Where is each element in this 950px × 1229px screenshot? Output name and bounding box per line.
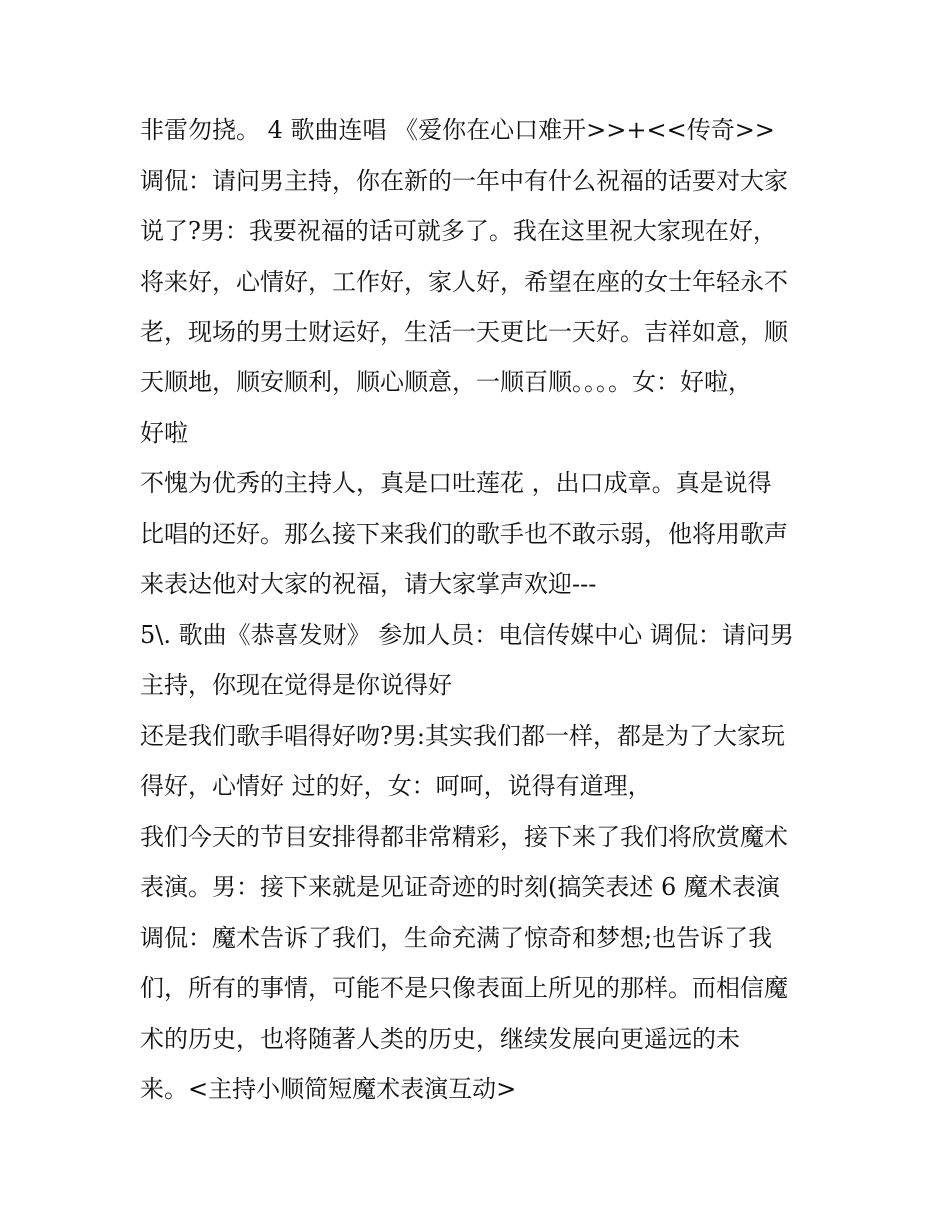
text-line: 比唱的还好。那么接下来我们的歌手也不敢示弱，他将用歌声 — [140, 520, 788, 548]
text-line: 表演。男：接下来就是见证奇迹的时刻(搞笑表述 6 魔术表演 — [140, 873, 780, 901]
text-line: 来表达他对大家的祝福，请大家掌声欢迎--- — [140, 570, 597, 598]
text-line: 们，所有的事情，可能不是只像表面上所见的那样。而相信魔 — [140, 974, 788, 1002]
text-line: 将来好，心情好，工作好，家人好，希望在座的女士年轻永不 — [140, 268, 788, 296]
text-line: 说了?男：我要祝福的话可就多了。我在这里祝大家现在好， — [140, 217, 777, 245]
text-line: 得好，心情好 过的好，女：呵呵，说得有道理， — [140, 772, 652, 800]
text-line: 调侃：魔术告诉了我们，生命充满了惊奇和梦想;也告诉了我 — [140, 924, 773, 952]
text-line: 非雷勿挠。 4 歌曲连唱 《爱你在心口难开>>+<<传奇>> — [140, 116, 775, 144]
text-line: 不愧为优秀的主持人，真是口吐莲花 ，出口成章。真是说得 — [140, 469, 772, 497]
text-line: 我们今天的节目安排得都非常精彩，接下来了我们将欣赏魔术 — [140, 823, 788, 851]
text-line: 老，现场的男士财运好，生活一天更比一天好。吉祥如意，顺 — [140, 318, 788, 346]
text-line: 好啦 — [140, 419, 188, 447]
text-line: 主持，你现在觉得是你说得好 — [140, 671, 452, 699]
text-line: 调侃：请问男主持，你在新的一年中有什么祝福的话要对大家 — [140, 167, 788, 195]
text-line: 还是我们歌手唱得好吻?男:其实我们都一样，都是为了大家玩 — [140, 722, 785, 750]
text-line: 术的历史，也将随著人类的历史，继续发展向更遥远的未 — [140, 1025, 740, 1053]
text-line: 来。<主持小顺简短魔术表演互动> — [140, 1075, 517, 1103]
text-line: 天顺地，顺安顺利，顺心顺意，一顺百顺。。。。女：好啦， — [140, 368, 752, 396]
text-line: 5\. 歌曲《恭喜发财》 参加人员：电信传媒中心 调侃：请问男 — [140, 621, 794, 649]
